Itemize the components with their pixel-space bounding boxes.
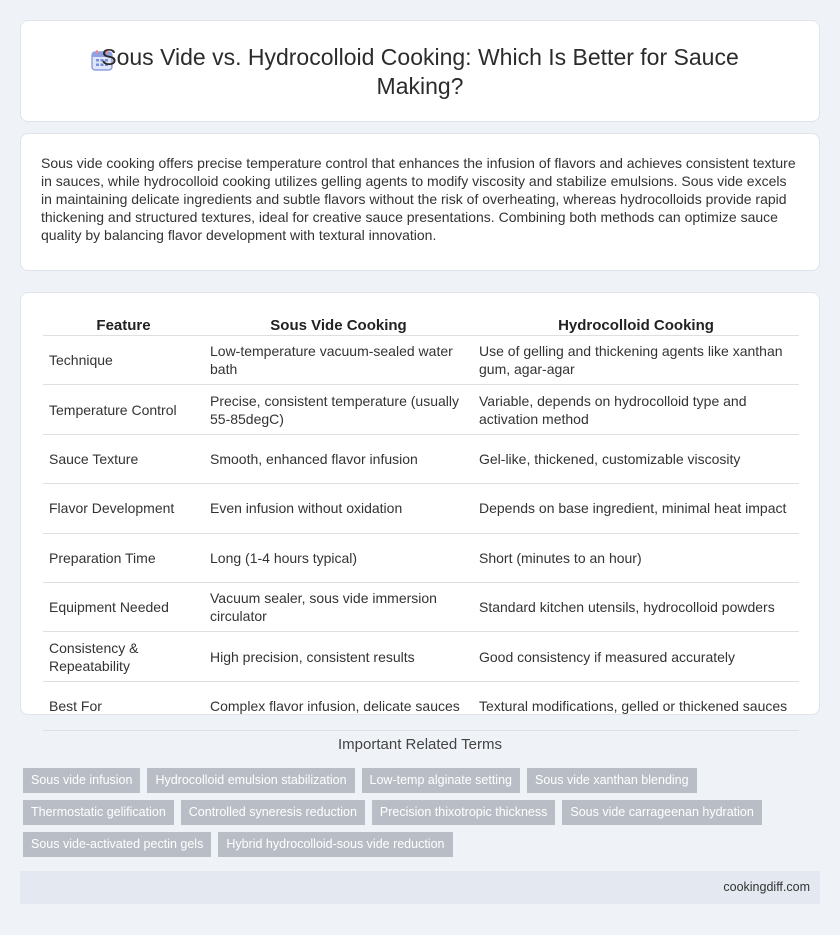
feature-cell: Consistency & Repeatability — [43, 632, 204, 681]
feature-cell: Sauce Texture — [43, 434, 204, 483]
comparison-card — [20, 292, 820, 715]
related-term-tag[interactable]: Sous vide carrageenan hydration — [562, 800, 761, 825]
feature-cell: Flavor Development — [43, 484, 204, 533]
table-row — [43, 385, 799, 434]
sous-vide-cell: Complex flavor infusion, delicate sauces — [204, 681, 473, 730]
table-row — [43, 632, 799, 681]
sous-vide-cell: Long (1-4 hours typical) — [204, 533, 473, 582]
page-title: Sous Vide vs. Hydrocolloid Cooking: Which Is Better for Sauce Making? — [101, 44, 739, 99]
intro-text: Sous vide cooking offers precise temperature control that enhances the infusion of flavors and achieves consistent texture in sauces, while hydrocolloid cooking utilizes gelling agents to modify viscosity and stabilize emulsions. Sous vide excels in maintaining delicate ingredients and subtle flavors without the risk of overheating, whereas hydrocolloids provide rapid thickening and structured textures, ideal for creative sauce presentations. Combining both methods can optimize sauce quality by balancing flavor development with textural innovation. — [41, 155, 796, 243]
related-term-tag[interactable]: Low-temp alginate setting — [362, 768, 520, 793]
hydrocolloid-cell: Good consistency if measured accurately — [473, 632, 799, 681]
related-terms-tags — [23, 768, 823, 864]
related-term-tag[interactable]: Sous vide-activated pectin gels — [23, 832, 211, 857]
footer-site-link[interactable]: cookingdiff.com — [723, 880, 810, 894]
related-term-tag[interactable]: Controlled syneresis reduction — [181, 800, 365, 825]
feature-cell: Technique — [43, 336, 204, 385]
hydrocolloid-cell: Textural modifications, gelled or thickened sauces — [473, 681, 799, 730]
sous-vide-cell: Smooth, enhanced flavor infusion — [204, 434, 473, 483]
table-row — [43, 434, 799, 483]
table-row — [43, 336, 799, 385]
header-hydrocolloid: Hydrocolloid Cooking — [473, 314, 799, 336]
feature-cell: Temperature Control — [43, 385, 204, 434]
hydrocolloid-cell: Standard kitchen utensils, hydrocolloid powders — [473, 582, 799, 631]
comparison-table — [43, 314, 799, 731]
related-term-tag[interactable]: Hybrid hydrocolloid-sous vide reduction — [218, 832, 452, 857]
sous-vide-cell: Vacuum sealer, sous vide immersion circulator — [204, 582, 473, 631]
hydrocolloid-cell: Variable, depends on hydrocolloid type and activation method — [473, 385, 799, 434]
hydrocolloid-cell: Use of gelling and thickening agents like xanthan gum, agar-agar — [473, 336, 799, 385]
table-row — [43, 582, 799, 631]
header-card — [20, 20, 820, 122]
related-term-tag[interactable]: Sous vide infusion — [23, 768, 140, 793]
sous-vide-cell: Low-temperature vacuum-sealed water bath — [204, 336, 473, 385]
table-row — [43, 533, 799, 582]
header-feature: Feature — [43, 314, 204, 336]
feature-cell: Equipment Needed — [43, 582, 204, 631]
footer — [20, 871, 820, 904]
header-sous-vide: Sous Vide Cooking — [204, 314, 473, 336]
table-row — [43, 484, 799, 533]
table-row — [43, 681, 799, 730]
table-header-row — [43, 314, 799, 336]
related-term-tag[interactable]: Sous vide xanthan blending — [527, 768, 697, 793]
hydrocolloid-cell: Depends on base ingredient, minimal heat impact — [473, 484, 799, 533]
related-term-tag[interactable]: Precision thixotropic thickness — [372, 800, 555, 825]
intro-card — [20, 133, 820, 271]
related-term-tag[interactable]: Hydrocolloid emulsion stabilization — [147, 768, 354, 793]
feature-cell: Best For — [43, 681, 204, 730]
related-term-tag[interactable]: Thermostatic gelification — [23, 800, 174, 825]
related-terms-title: Important Related Terms — [338, 736, 502, 753]
hydrocolloid-cell: Short (minutes to an hour) — [473, 533, 799, 582]
feature-cell: Preparation Time — [43, 533, 204, 582]
hydrocolloid-cell: Gel-like, thickened, customizable viscosity — [473, 434, 799, 483]
sous-vide-cell: Precise, consistent temperature (usually 55-85degC) — [204, 385, 473, 434]
sous-vide-cell: Even infusion without oxidation — [204, 484, 473, 533]
sous-vide-cell: High precision, consistent results — [204, 632, 473, 681]
